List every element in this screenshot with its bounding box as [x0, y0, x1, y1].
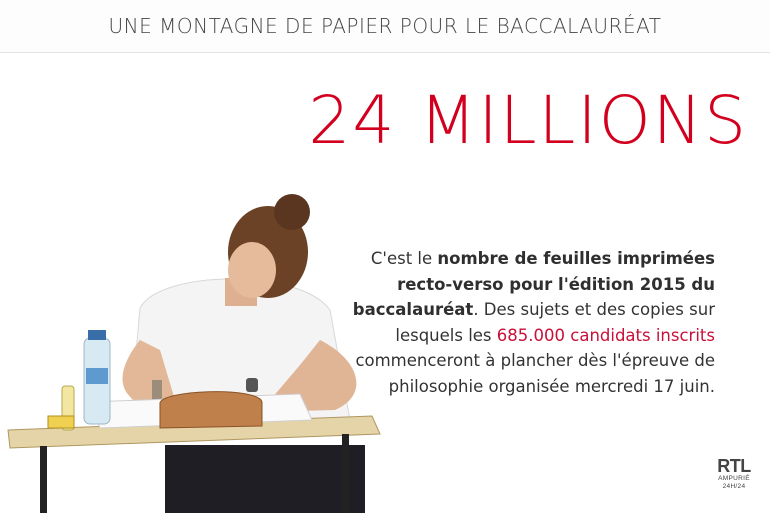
description-part: C'est le	[370, 249, 438, 268]
logo-tagline: 24H/24	[722, 483, 746, 490]
description-part: . Des sujets et des copies sur lesquels les	[395, 300, 715, 345]
description-highlight-part: 685.000 candidats inscrits	[496, 325, 715, 345]
description-bold-part: nombre de feuilles imprimées recto-verso pour l'édition 2015 du baccalauréat	[352, 249, 715, 319]
header-bar	[0, 0, 770, 53]
highlight-figure: 24 MILLIONS	[308, 82, 748, 159]
student-writing-exam-icon	[0, 190, 420, 513]
page-title: UNE MONTAGNE DE PAPIER POUR LE BACCALAURÉAT	[108, 14, 662, 38]
logo-brand: RTL	[717, 456, 751, 476]
rtl-logo	[714, 457, 754, 491]
description-part: commenceront à plancher dès l'épreuve de philosophie organisée mercredi 17 juin.	[355, 351, 715, 396]
logo-tagline: AMPURIÉ	[718, 475, 750, 482]
